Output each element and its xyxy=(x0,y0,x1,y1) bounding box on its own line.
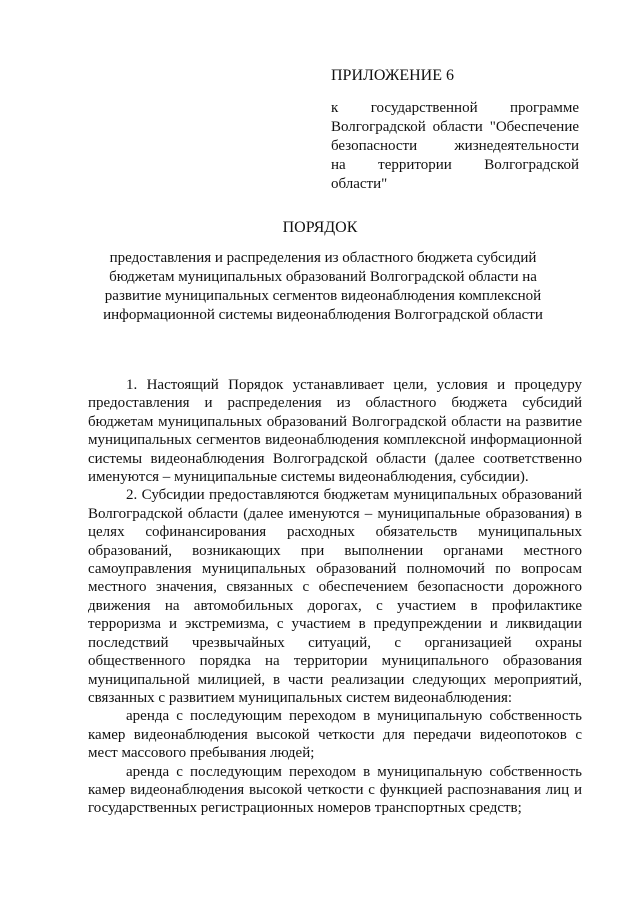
appendix-line-2: Волгоградской области "Обеспечение xyxy=(331,119,579,135)
order-subtitle: предоставления и распределения из областного бюджета субсидий бюджетам муниципальных образований Волгоградской области на развитие муниципальных сегментов видеонаблюдения комплексной информационной системы видеонаблюдения Волгоградской области xyxy=(103,250,543,323)
appendix-block xyxy=(331,66,579,194)
paragraph-2: 2. Субсидии предоставляются бюджетам муниципальных образований Волгоградской области (далее именуются – муниципальные образования) в целях софинансирования расходных обязательств муниципальных образований, возникающих при выполнении органами местного самоуправления муниципальных образований полномочий по вопросам местного значения, связанных с обеспечением безопасности дорожного движения на автомобильных дорогах, с участием в профилактике терроризма и экстремизма, с участием в предупреждении и ликвидации последствий чрезвычайных ситуаций, с организацией охраны общественного порядка на территории муниципального образования муниципальной милицией, в части реализации следующих мероприятий, связанных с развитием муниципальных систем видеонаблюдения: xyxy=(88,487,582,706)
paragraph-1: 1. Настоящий Порядок устанавливает цели, условия и процедуру предоставления и распределения из областного бюджета субсидий бюджетам муниципальных образований Волгоградской области на развитие муниципальных сегментов видеонаблюдения комплексной информационной системы видеонаблюдения Волгоградской области (далее соответственно именуются – муниципальные системы видеонаблюдения, субсидии). xyxy=(88,377,582,486)
appendix-title: ПРИЛОЖЕНИЕ 6 xyxy=(331,67,455,84)
order-title: ПОРЯДОК xyxy=(282,219,358,236)
appendix-line-3: безопасности жизнедеятельности xyxy=(331,138,579,154)
document-body xyxy=(88,376,582,818)
appendix-line-1: к государственной программе xyxy=(331,100,579,116)
appendix-text xyxy=(331,99,579,194)
list-item-2: аренда с последующим переходом в муниципальную собственность камер видеонаблюдения высокой четкости с функцией распознавания лиц и государственных регистрационных номеров транспортных средств; xyxy=(88,763,582,817)
list-item-1: аренда с последующим переходом в муниципальную собственность камер видеонаблюдения высокой четкости для передачи видеопотоков с мест массового пребывания людей; xyxy=(88,708,582,762)
appendix-line-4: на территории Волгоградской области" xyxy=(331,157,579,192)
